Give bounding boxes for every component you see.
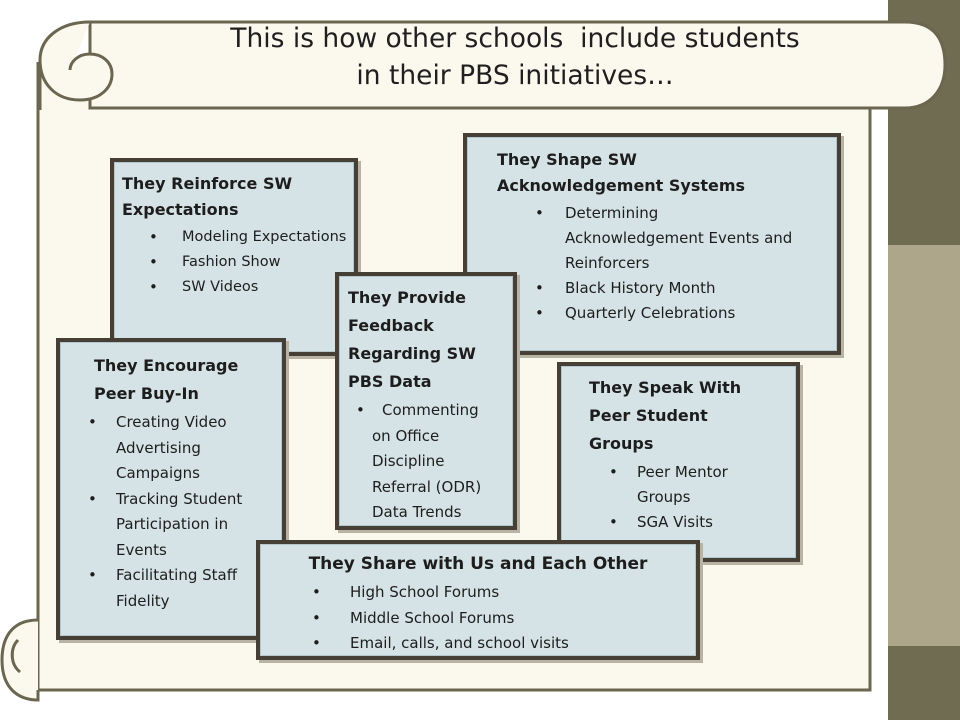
- list-item-text: Black History Month: [565, 279, 716, 297]
- reinforce-heading-line2: Expectations: [122, 200, 239, 219]
- bullet-icon: •: [535, 204, 544, 222]
- bullet-icon: •: [312, 583, 321, 601]
- shape-list: [497, 201, 837, 326]
- encourage-peer-buy-in-box: [56, 338, 286, 640]
- encourage-heading-line2: Peer Buy-In: [94, 384, 199, 403]
- list-item: [260, 606, 696, 632]
- shape-heading-line2: Acknowledgement Systems: [497, 176, 746, 195]
- bullet-icon: •: [312, 608, 321, 627]
- shape-heading-line1: They Shape SW: [497, 150, 637, 169]
- bullet-icon: •: [356, 401, 365, 419]
- list-item-text: Creating Video Advertising Campaigns: [116, 413, 227, 482]
- list-item-text: Commenting on Office Discipline Referral (ODR) Data Trends: [372, 401, 482, 521]
- bullet-icon: •: [609, 463, 618, 481]
- list-item: [60, 487, 256, 564]
- list-item: [260, 580, 696, 606]
- list-item-text: Fashion Show: [182, 254, 281, 270]
- list-item-text: Email, calls, and school visits: [350, 634, 569, 652]
- bullet-icon: •: [88, 413, 97, 431]
- encourage-list: [60, 410, 282, 614]
- slide-title: [100, 20, 930, 94]
- feedback-list: [348, 398, 513, 526]
- reinforce-heading: [122, 171, 354, 223]
- list-item: [497, 301, 837, 326]
- list-item: [122, 250, 354, 275]
- list-item: [122, 225, 354, 250]
- shape-acknowledgement-box: [463, 133, 841, 355]
- speak-heading-line2: Peer Student: [589, 406, 708, 425]
- list-item: [122, 275, 354, 300]
- list-item-text: Modeling Expectations: [182, 229, 347, 245]
- slide-title-line1: This is how other schools include students: [230, 23, 800, 54]
- share-with-us-box: [256, 540, 700, 660]
- speak-list: [561, 460, 796, 535]
- list-item: [561, 460, 747, 510]
- encourage-heading: [94, 352, 282, 408]
- list-item-text: Middle School Forums: [350, 608, 515, 627]
- bullet-icon: •: [609, 513, 618, 531]
- bullet-icon: •: [535, 279, 544, 297]
- list-item-text: Quarterly Celebrations: [565, 304, 736, 322]
- bullet-icon: •: [88, 489, 97, 508]
- list-item-text: SGA Visits: [637, 513, 713, 531]
- encourage-heading-line1: They Encourage: [94, 356, 239, 375]
- shape-heading: [497, 147, 837, 199]
- list-item-text: Determining Acknowledgement Events and Reinforcers: [565, 204, 793, 272]
- list-item: [497, 201, 795, 276]
- list-item: [348, 398, 492, 526]
- reinforce-list: [122, 225, 354, 300]
- feedback-heading-line4: PBS Data: [348, 372, 432, 391]
- feedback-heading-line2: Feedback: [348, 316, 434, 335]
- list-item: [60, 410, 256, 487]
- list-item-text: Peer Mentor Groups: [637, 463, 728, 506]
- speak-heading-line3: Groups: [589, 434, 654, 453]
- bullet-icon: •: [535, 304, 544, 322]
- bullet-icon: •: [149, 278, 158, 296]
- feedback-heading: [348, 284, 513, 396]
- speak-heading: [589, 374, 796, 458]
- share-list: [260, 580, 696, 657]
- bullet-icon: •: [312, 634, 321, 652]
- share-heading: They Share with Us and Each Other: [308, 554, 648, 574]
- bullet-icon: •: [149, 228, 158, 246]
- reinforce-heading-line1: They Reinforce SW: [122, 174, 293, 193]
- speak-peer-groups-box: [557, 362, 800, 562]
- feedback-heading-line3: Regarding SW: [348, 344, 476, 363]
- reinforce-expectations-box: [110, 158, 358, 356]
- list-item: [497, 276, 837, 301]
- list-item-text: Facilitating Staff Fidelity: [116, 566, 238, 610]
- list-item: [561, 510, 796, 535]
- list-item: [260, 631, 696, 657]
- feedback-heading-line1: They Provide: [348, 288, 466, 307]
- speak-heading-line1: They Speak With: [589, 378, 742, 397]
- slide-title-line2: in their PBS initiatives…: [356, 60, 674, 91]
- provide-feedback-box: [335, 272, 517, 530]
- bullet-icon: •: [88, 566, 97, 584]
- list-item-text: SW Videos: [182, 279, 259, 295]
- list-item-text: Tracking Student Participation in Events: [116, 489, 243, 559]
- list-item-text: High School Forums: [350, 583, 500, 601]
- list-item: [60, 563, 256, 614]
- bullet-icon: •: [149, 253, 158, 271]
